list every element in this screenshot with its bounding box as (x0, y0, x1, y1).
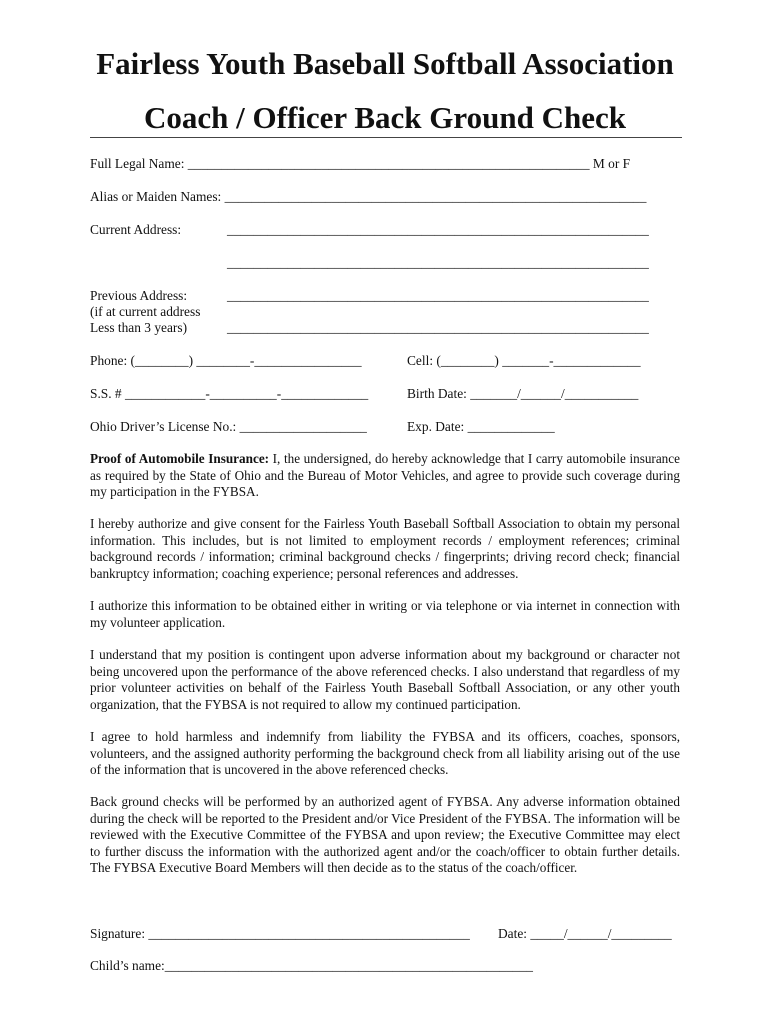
previous-address-label: Previous Address: (90, 288, 188, 303)
license-field[interactable]: Ohio Driver’s License No.: ___________________ (90, 419, 367, 434)
insurance-paragraph (90, 451, 680, 501)
exp-date-field[interactable]: Exp. Date: _____________ (407, 419, 555, 434)
current-address-line-1[interactable]: _______________________________________________________________ (227, 222, 649, 237)
harmless-paragraph: I agree to hold harmless and indemnify from liability the FYBSA and its officers, coaches, sponsors, volunteers, and the assigned authority performing the background check from all liability arising out of the use of the information that is uncovered in the above referenced checks. (90, 729, 680, 778)
understand-paragraph: I understand that my position is contingent upon adverse information about my background or character not being uncovered upon the performance of the above referenced checks. I also understand that regardless of my prior volunteer activities on behalf of the Fairless Youth Baseball Softball Association, or any other youth organization, that the FYBSA is not required to allow my continued participation. (90, 647, 680, 712)
alias-field[interactable]: Alias or Maiden Names: _______________________________________________________________ (90, 189, 647, 204)
insurance-text: I, the undersigned, do hereby acknowledge that I carry automobile insurance as required by the State of Ohio and the Bureau of Motor Vehicles, and agree to provide such coverage during my participation in the FYBSA. (90, 451, 680, 500)
ssn-field[interactable]: S.S. # ____________-__________-_____________ (90, 386, 369, 401)
authorize-paragraph: I hereby authorize and give consent for the Fairless Youth Baseball Softball Association to obtain my personal information. This includes, but is not limited to employment records / employment references; criminal background records / information; criminal background checks / fingerprints; driving record check; financial bankruptcy information; coaching experience; personal references and addresses. (90, 516, 680, 581)
signature-field[interactable]: Signature: ________________________________________________ (90, 926, 470, 941)
performed-paragraph: Back ground checks will be performed by an authorized agent of FYBSA. Any adverse information obtained during the check will be reported to the President and/or Vice President of the FYBSA. The information will be reviewed with the Executive Committee of the FYBSA and upon review; the Executive Committee may elect to further discuss the information with the authorized agent and/or the coach/officer to obtain further details. The FYBSA Executive Board Members will then decide as to the status of the coach/officer. (90, 794, 680, 876)
child-name-field[interactable]: Child’s name:_______________________________________________________ (90, 958, 534, 973)
full-name-field[interactable]: Full Legal Name: ____________________________________________________________ M or F (90, 156, 631, 171)
previous-address-line-1[interactable]: _______________________________________________________________ (227, 288, 649, 303)
page-title: Fairless Youth Baseball Softball Association (96, 46, 674, 81)
current-address-label: Current Address: (90, 222, 182, 237)
previous-address-line-2[interactable]: _______________________________________________________________ (227, 320, 649, 335)
title-divider (90, 137, 682, 138)
current-address-line-2[interactable]: _______________________________________________________________ (227, 255, 649, 270)
previous-address-note-1: (if at current address (90, 304, 201, 319)
insurance-heading: Proof of Automobile Insurance: (90, 451, 270, 466)
birth-date-field[interactable]: Birth Date: _______/______/___________ (407, 386, 639, 401)
cell-field[interactable]: Cell: (________) _______-_____________ (407, 353, 641, 368)
signature-date-field[interactable]: Date: _____/______/_________ (498, 926, 672, 941)
phone-field[interactable]: Phone: (________) ________-________________ (90, 353, 362, 368)
previous-address-note-2: Less than 3 years) (90, 320, 188, 335)
obtain-paragraph: I authorize this information to be obtained either in writing or via telephone or via internet in connection with my volunteer application. (90, 598, 680, 630)
page-subtitle: Coach / Officer Back Ground Check (144, 100, 626, 135)
